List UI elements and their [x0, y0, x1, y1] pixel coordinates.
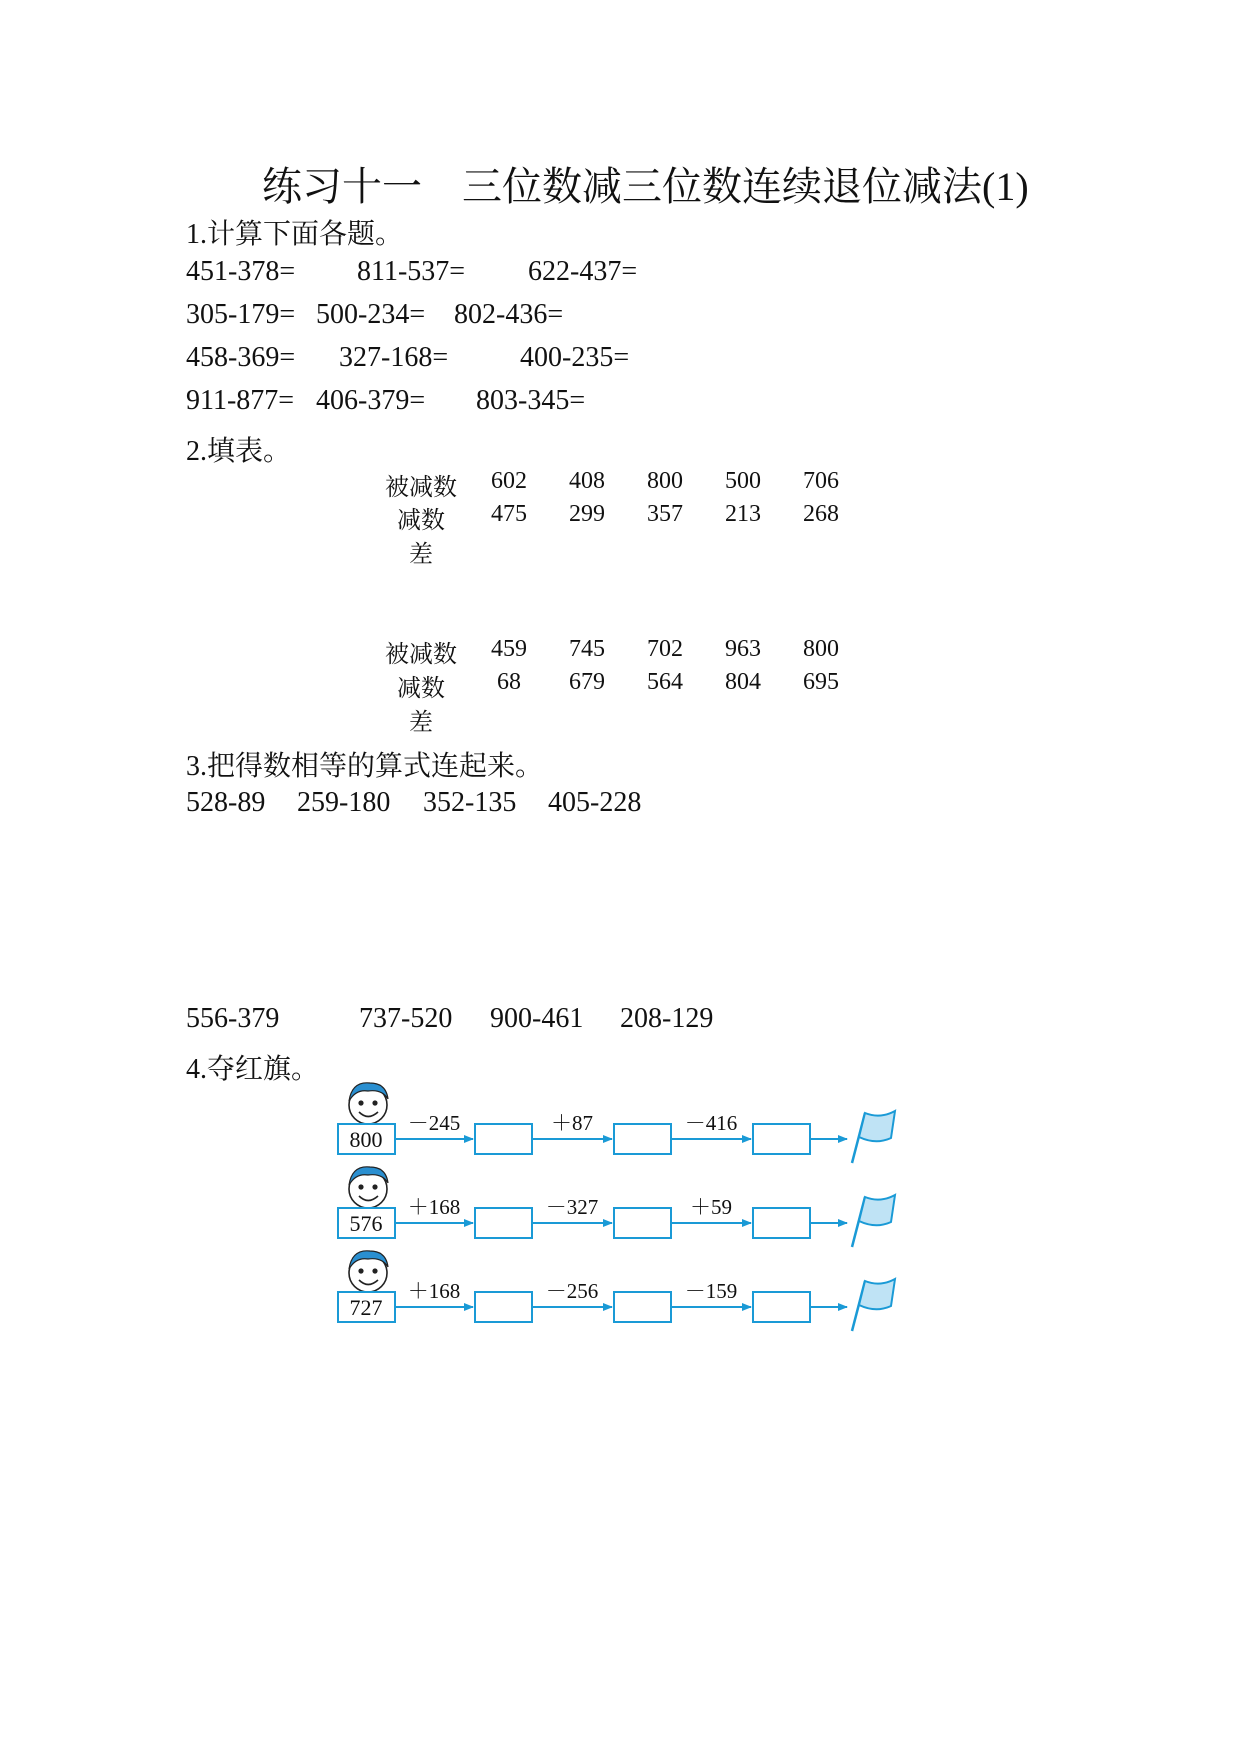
- q1-expression: 451-378=: [186, 256, 296, 287]
- operation-label: －159: [684, 1279, 738, 1303]
- operation-label: ＋168: [407, 1279, 461, 1303]
- q1-expression: 803-345=: [476, 385, 586, 416]
- q3-top-expression[interactable]: 528-89: [186, 787, 266, 818]
- table2-minuend-label: 被减数: [385, 640, 457, 668]
- q4-heading: [186, 1047, 319, 1087]
- q3-heading-text: 把得数相等的算式连起来。: [207, 749, 544, 782]
- flag-icon: [852, 1279, 895, 1331]
- red-flag-diagram: [320, 1075, 920, 1345]
- q1-expression: 622-437=: [528, 256, 638, 287]
- q3-top-expression[interactable]: 405-228: [548, 787, 642, 818]
- q2-number: 2.: [186, 436, 207, 467]
- boy-face-icon: [349, 1251, 388, 1292]
- chain-1: [338, 1083, 895, 1163]
- q1-expression: 811-537=: [357, 256, 466, 287]
- table2-minuend-value: 745: [569, 636, 605, 662]
- table1-minuend-value: 500: [725, 468, 761, 494]
- start-value: 576: [349, 1211, 383, 1236]
- start-value: 800: [349, 1127, 383, 1152]
- boy-face-icon: [349, 1083, 388, 1124]
- table1-subtrahend-value: 475: [491, 501, 527, 527]
- q4-number: 4.: [186, 1054, 207, 1085]
- table1-minuend-label: 被减数: [385, 473, 457, 501]
- q1-expression: 406-379=: [316, 385, 426, 416]
- table2-minuend-value: 702: [647, 636, 683, 662]
- answer-box[interactable]: [475, 1124, 532, 1154]
- q3-top-expression[interactable]: 352-135: [423, 787, 517, 818]
- chain-2: [338, 1167, 895, 1247]
- table2-difference-label: 差: [409, 708, 433, 736]
- operation-label: －256: [545, 1279, 599, 1303]
- q1-number: 1.: [186, 219, 207, 250]
- table1-subtrahend-label: 减数: [397, 506, 445, 534]
- answer-box[interactable]: [614, 1124, 671, 1154]
- answer-box[interactable]: [753, 1208, 810, 1238]
- q4-heading-text: 夺红旗。: [207, 1052, 320, 1085]
- q3-number: 3.: [186, 751, 207, 782]
- table1-subtrahend-value: 268: [803, 501, 839, 527]
- table2-subtrahend-value: 564: [647, 669, 683, 695]
- operation-label: ＋168: [407, 1195, 461, 1219]
- q1-heading-text: 计算下面各题。: [207, 217, 404, 250]
- q3-bottom-expression[interactable]: 556-379: [186, 1003, 280, 1034]
- q1-expression: 305-179=: [186, 299, 296, 330]
- q2-heading-text: 填表。: [207, 434, 292, 467]
- table2-subtrahend-value: 695: [803, 669, 839, 695]
- table1-subtrahend-value: 357: [647, 501, 683, 527]
- answer-box[interactable]: [614, 1292, 671, 1322]
- chain-3: [338, 1251, 895, 1331]
- answer-box[interactable]: [475, 1292, 532, 1322]
- table2-minuend-value: 963: [725, 636, 761, 662]
- title-suffix: (1): [982, 164, 1029, 209]
- q3-bottom-expression[interactable]: 208-129: [620, 1003, 714, 1034]
- q2-heading: [186, 429, 291, 469]
- q1-expression: 458-369=: [186, 342, 296, 373]
- q3-top-expression[interactable]: 259-180: [297, 787, 391, 818]
- table2-subtrahend-value: 679: [569, 669, 605, 695]
- table1-minuend-value: 602: [491, 468, 527, 494]
- operation-label: －416: [684, 1111, 738, 1135]
- q3-heading: [186, 744, 543, 784]
- q3-bottom-expression[interactable]: 737-520: [359, 1003, 453, 1034]
- operation-label: ＋59: [690, 1195, 732, 1219]
- answer-box[interactable]: [614, 1208, 671, 1238]
- q1-heading: [186, 212, 403, 252]
- q1-expression: 911-877=: [186, 385, 295, 416]
- q1-expression: 327-168=: [339, 342, 449, 373]
- operation-label: －327: [545, 1195, 599, 1219]
- start-value: 727: [349, 1295, 383, 1320]
- q1-expression: 500-234=: [316, 299, 426, 330]
- operation-label: ＋87: [551, 1111, 593, 1135]
- title-main: 练习十一 三位数减三位数连续退位减法: [262, 164, 982, 210]
- answer-box[interactable]: [753, 1124, 810, 1154]
- table1-minuend-value: 800: [647, 468, 683, 494]
- q3-bottom-expression[interactable]: 900-461: [490, 1003, 584, 1034]
- answer-box[interactable]: [475, 1208, 532, 1238]
- flag-icon: [852, 1195, 895, 1247]
- page-title: [262, 155, 1029, 212]
- q1-expression: 400-235=: [520, 342, 630, 373]
- boy-face-icon: [349, 1167, 388, 1208]
- table1-minuend-value: 706: [803, 468, 839, 494]
- flag-icon: [852, 1111, 895, 1163]
- table2-subtrahend-value: 804: [725, 669, 761, 695]
- table1-minuend-value: 408: [569, 468, 605, 494]
- table1-difference-label: 差: [409, 540, 433, 568]
- table1-subtrahend-value: 213: [725, 501, 761, 527]
- table2-subtrahend-value: 68: [497, 669, 521, 695]
- operation-label: －245: [407, 1111, 461, 1135]
- table2-minuend-value: 459: [491, 636, 527, 662]
- q1-expression: 802-436=: [454, 299, 564, 330]
- table1-subtrahend-value: 299: [569, 501, 605, 527]
- answer-box[interactable]: [753, 1292, 810, 1322]
- table2-subtrahend-label: 减数: [397, 674, 445, 702]
- table2-minuend-value: 800: [803, 636, 839, 662]
